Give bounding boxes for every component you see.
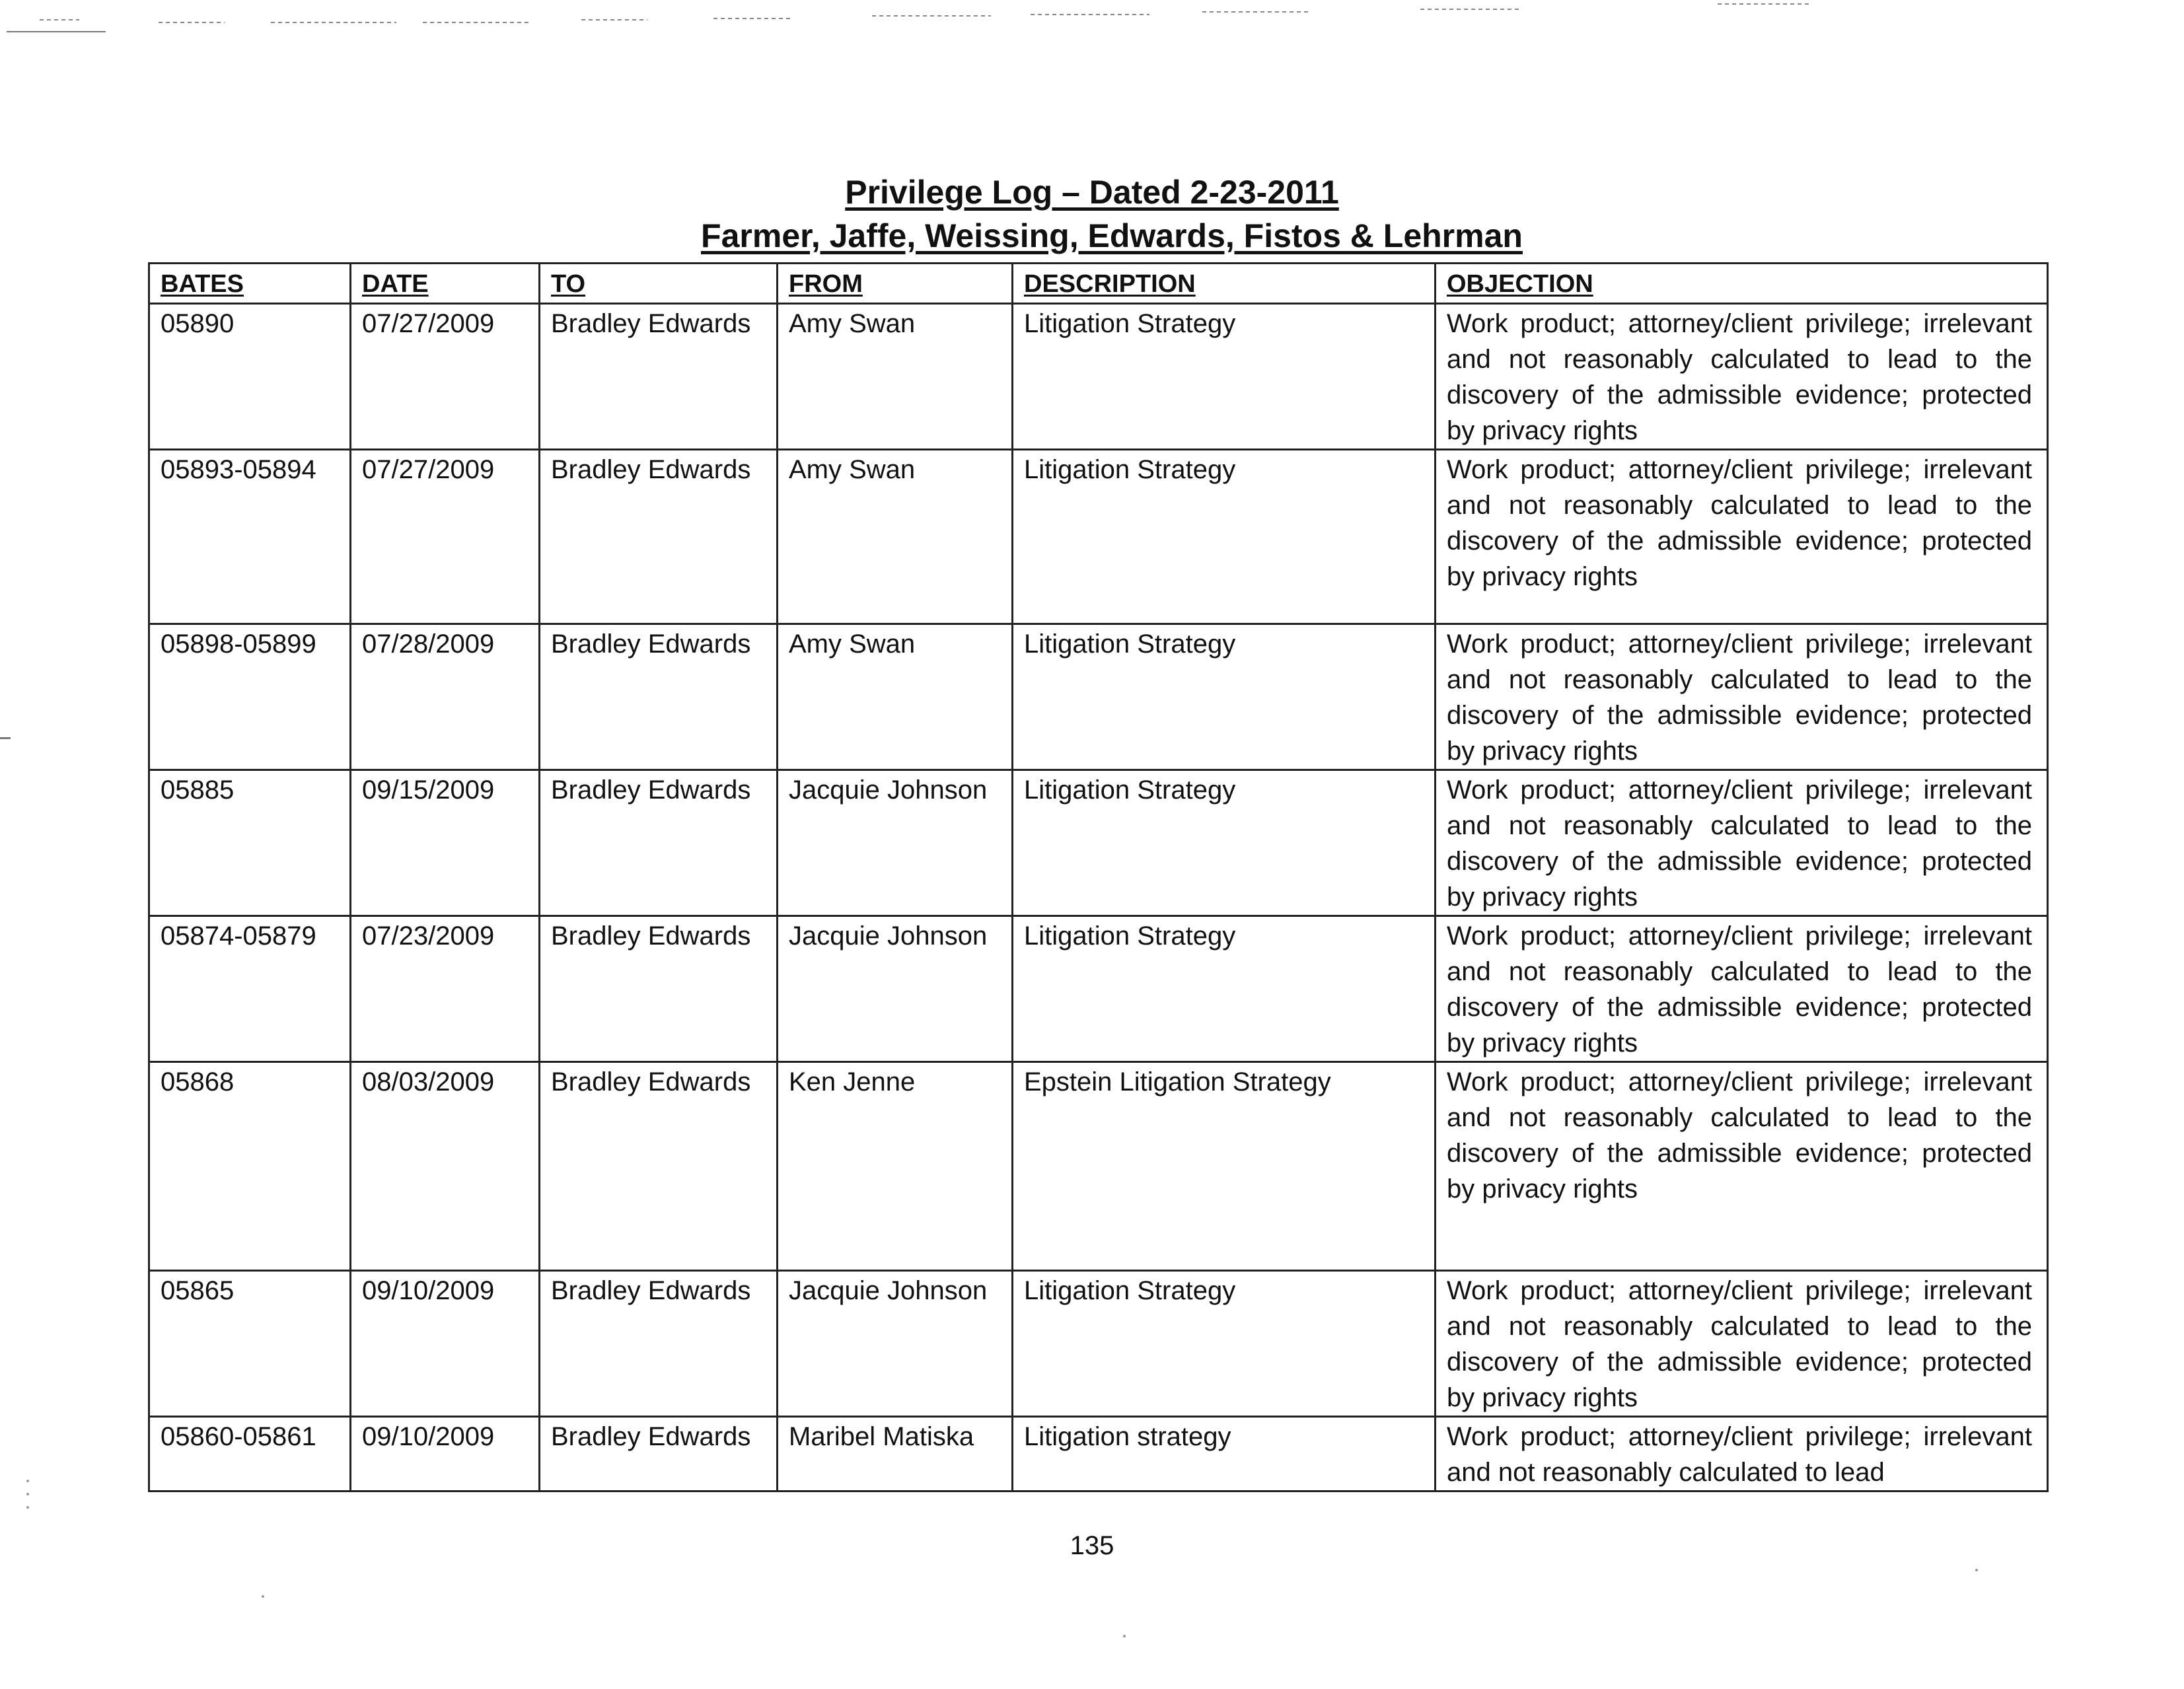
cell-bates: 05874-05879 [149,916,351,1062]
cell-date: 07/27/2009 [351,450,540,624]
scan-dot [262,1595,264,1598]
cell-description: Epstein Litigation Strategy [1013,1062,1436,1271]
cell-objection: Work product; attorney/client privilege; irrelevant and not reasonably calculated to lead to the discovery of the admissible evidence; protected by privacy rights [1436,916,2048,1062]
cell-description: Litigation Strategy [1013,916,1436,1062]
scan-dot [26,1480,29,1482]
document-header [0,170,2184,258]
scan-dot [26,1506,29,1509]
page-subtitle: Farmer, Jaffe, Weissing, Edwards, Fistos & Lehrman [701,217,1523,254]
cell-bates: 05865 [149,1271,351,1417]
cell-bates: 05893-05894 [149,450,351,624]
cell-description: Litigation Strategy [1013,1271,1436,1417]
cell-date: 09/10/2009 [351,1417,540,1491]
cell-to: Bradley Edwards [540,624,778,770]
cell-objection: Work product; attorney/client privilege; irrelevant and not reasonably calculated to lead [1436,1417,2048,1491]
cell-to: Bradley Edwards [540,1417,778,1491]
cell-bates: 05885 [149,770,351,916]
scan-dot [1123,1635,1126,1637]
table-row [149,304,2048,450]
cell-to: Bradley Edwards [540,450,778,624]
cell-description: Litigation Strategy [1013,304,1436,450]
cell-objection: Work product; attorney/client privilege; irrelevant and not reasonably calculated to lead to the discovery of the admissible evidence; protected by privacy rights [1436,304,2048,450]
cell-bates: 05898-05899 [149,624,351,770]
scan-artifact-left [0,737,11,739]
table-row [149,1417,2048,1491]
table-row [149,1062,2048,1271]
cell-objection: Work product; attorney/client privilege; irrelevant and not reasonably calculated to lead to the discovery of the admissible evidence; protected by privacy rights [1436,1271,2048,1417]
cell-objection: Work product; attorney/client privilege; irrelevant and not reasonably calculated to lead to the discovery of the admissible evidence; protected by privacy rights [1436,1062,2048,1271]
cell-to: Bradley Edwards [540,1271,778,1417]
table-row [149,770,2048,916]
table-header-row [149,264,2048,304]
cell-bates: 05868 [149,1062,351,1271]
cell-from: Jacquie Johnson [778,916,1013,1062]
cell-date: 09/15/2009 [351,770,540,916]
cell-objection: Work product; attorney/client privilege; irrelevant and not reasonably calculated to lead to the discovery of the admissible evidence; protected by privacy rights [1436,770,2048,916]
cell-description: Litigation strategy [1013,1417,1436,1491]
page-title: Privilege Log – Dated 2-23-2011 [845,174,1339,211]
cell-from: Amy Swan [778,624,1013,770]
cell-date: 08/03/2009 [351,1062,540,1271]
cell-date: 07/28/2009 [351,624,540,770]
column-header-description: DESCRIPTION [1013,264,1436,304]
column-header-date: DATE [351,264,540,304]
cell-objection: Work product; attorney/client privilege; irrelevant and not reasonably calculated to lead to the discovery of the admissible evidence; protected by privacy rights [1436,624,2048,770]
cell-to: Bradley Edwards [540,304,778,450]
cell-to: Bradley Edwards [540,1062,778,1271]
scan-dot [1975,1569,1978,1571]
table-row [149,450,2048,624]
cell-date: 09/10/2009 [351,1271,540,1417]
page-number: 135 [1070,1531,1114,1560]
cell-description: Litigation Strategy [1013,770,1436,916]
scan-dot [26,1493,29,1495]
cell-date: 07/23/2009 [351,916,540,1062]
cell-date: 07/27/2009 [351,304,540,450]
column-header-objection: OBJECTION [1436,264,2048,304]
cell-to: Bradley Edwards [540,916,778,1062]
cell-from: Jacquie Johnson [778,1271,1013,1417]
cell-to: Bradley Edwards [540,770,778,916]
cell-bates: 05890 [149,304,351,450]
table-row [149,1271,2048,1417]
column-header-to: TO [540,264,778,304]
column-header-from: FROM [778,264,1013,304]
cell-description: Litigation Strategy [1013,624,1436,770]
privilege-log-table [148,262,2049,1492]
scan-artifact-top [0,0,2184,40]
cell-description: Litigation Strategy [1013,450,1436,624]
cell-from: Amy Swan [778,304,1013,450]
cell-from: Ken Jenne [778,1062,1013,1271]
cell-from: Maribel Matiska [778,1417,1013,1491]
cell-from: Jacquie Johnson [778,770,1013,916]
cell-bates: 05860-05861 [149,1417,351,1491]
cell-from: Amy Swan [778,450,1013,624]
table-row [149,624,2048,770]
table-row [149,916,2048,1062]
column-header-bates: BATES [149,264,351,304]
cell-objection: Work product; attorney/client privilege; irrelevant and not reasonably calculated to lead to the discovery of the admissible evidence; protected by privacy rights [1436,450,2048,624]
